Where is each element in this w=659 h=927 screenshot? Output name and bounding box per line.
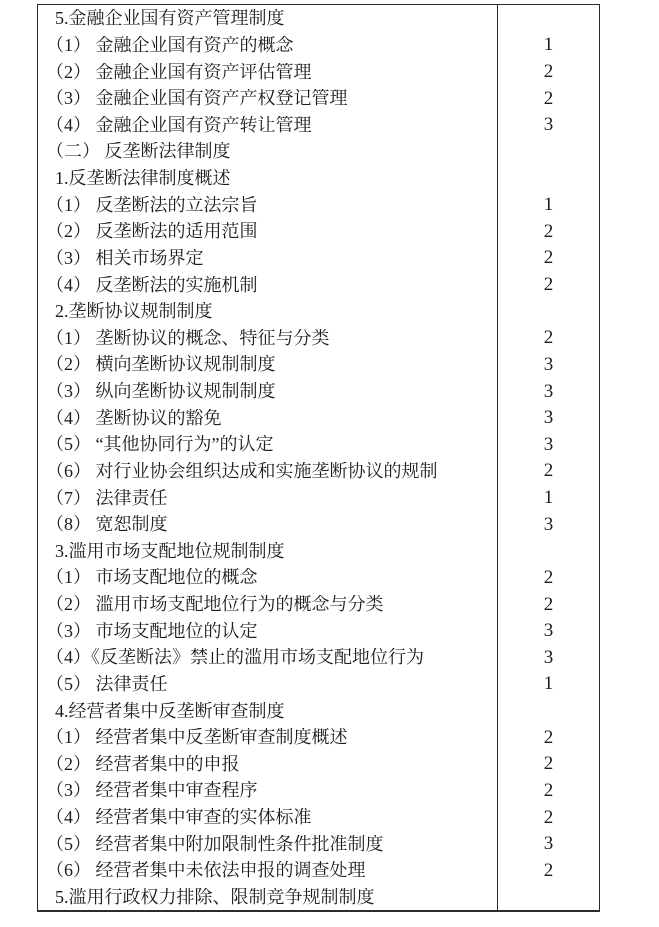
row-topic: （3） 经营者集中审查程序 bbox=[46, 781, 258, 800]
row-level: 2 bbox=[497, 58, 599, 85]
table-row bbox=[38, 298, 599, 325]
row-level: 2 bbox=[497, 245, 599, 272]
row-level: 2 bbox=[497, 751, 599, 778]
row-topic: （4） 垄断协议的豁免 bbox=[46, 408, 222, 427]
table-row bbox=[38, 830, 599, 857]
row-topic: 3.滥用市场支配地位规制制度 bbox=[55, 541, 285, 560]
row-topic: （3） 市场支配地位的认定 bbox=[46, 621, 258, 640]
table-row bbox=[38, 271, 599, 298]
table-row bbox=[38, 325, 599, 352]
table-row bbox=[38, 218, 599, 245]
row-level bbox=[497, 5, 599, 32]
row-topic: （2） 经营者集中的申报 bbox=[46, 754, 240, 773]
row-topic: （3） 纵向垄断协议规制制度 bbox=[46, 382, 276, 401]
table-row bbox=[38, 484, 599, 511]
row-topic: （2） 滥用市场支配地位行为的概念与分类 bbox=[46, 595, 384, 614]
row-level: 3 bbox=[497, 644, 599, 671]
row-topic: （1） 市场支配地位的概念 bbox=[46, 568, 258, 587]
table-row bbox=[38, 191, 599, 218]
row-level bbox=[497, 884, 599, 911]
row-level: 1 bbox=[497, 671, 599, 698]
row-level: 2 bbox=[497, 591, 599, 618]
row-topic: （1） 垄断协议的概念、特征与分类 bbox=[46, 328, 330, 347]
table-row bbox=[38, 404, 599, 431]
table-row bbox=[38, 591, 599, 618]
table-row bbox=[38, 458, 599, 485]
row-level: 3 bbox=[497, 378, 599, 405]
table-row bbox=[38, 112, 599, 139]
table-row bbox=[38, 751, 599, 778]
table-row bbox=[38, 351, 599, 378]
row-level: 2 bbox=[497, 857, 599, 884]
row-level: 2 bbox=[497, 724, 599, 751]
row-topic: 4.经营者集中反垄断审查制度 bbox=[55, 701, 285, 720]
row-topic: （7） 法律责任 bbox=[46, 488, 168, 507]
row-topic: （6） 对行业协会组织达成和实施垄断协议的规制 bbox=[46, 461, 438, 480]
row-level bbox=[497, 298, 599, 325]
row-topic: 2.垄断协议规制制度 bbox=[55, 302, 213, 321]
row-topic: （2） 横向垄断协议规制制度 bbox=[46, 355, 276, 374]
row-topic: （1） 金融企业国有资产的概念 bbox=[46, 35, 294, 54]
row-topic: （5） 法律责任 bbox=[46, 674, 168, 693]
row-topic: 5.滥用行政权力排除、限制竞争规制制度 bbox=[55, 887, 375, 906]
table-row bbox=[38, 804, 599, 831]
row-level bbox=[497, 165, 599, 192]
table-row bbox=[38, 245, 599, 272]
table-row bbox=[38, 378, 599, 405]
row-topic: （2） 反垄断法的适用范围 bbox=[46, 222, 258, 241]
row-level: 2 bbox=[497, 777, 599, 804]
row-level bbox=[497, 538, 599, 565]
table-row bbox=[38, 138, 599, 165]
row-topic: （5） “其他协同行为”的认定 bbox=[46, 435, 274, 454]
row-topic: （4） 经营者集中审查的实体标准 bbox=[46, 808, 312, 827]
table-row bbox=[38, 697, 599, 724]
row-topic: （4） 反垄断法的实施机制 bbox=[46, 275, 258, 294]
row-level: 1 bbox=[497, 484, 599, 511]
table-row bbox=[38, 85, 599, 112]
table-row bbox=[38, 564, 599, 591]
table-row bbox=[38, 884, 599, 911]
table-row bbox=[38, 32, 599, 59]
row-level: 2 bbox=[497, 218, 599, 245]
table-row bbox=[38, 671, 599, 698]
row-topic: （4） 金融企业国有资产转让管理 bbox=[46, 115, 312, 134]
row-topic: （8） 宽恕制度 bbox=[46, 515, 168, 534]
row-topic: （3） 金融企业国有资产产权登记管理 bbox=[46, 89, 348, 108]
row-topic: （5） 经营者集中附加限制性条件批准制度 bbox=[46, 834, 384, 853]
row-level: 2 bbox=[497, 804, 599, 831]
table-row bbox=[38, 165, 599, 192]
table-row bbox=[38, 431, 599, 458]
row-level: 3 bbox=[497, 830, 599, 857]
table-row bbox=[38, 724, 599, 751]
row-level bbox=[497, 138, 599, 165]
table-row bbox=[38, 58, 599, 85]
row-level: 2 bbox=[497, 271, 599, 298]
row-topic: （3） 相关市场界定 bbox=[46, 248, 204, 267]
row-topic: （6） 经营者集中未依法申报的调查处理 bbox=[46, 861, 366, 880]
row-topic: （二） 反垄断法律制度 bbox=[46, 142, 231, 161]
row-level: 2 bbox=[497, 564, 599, 591]
row-level: 3 bbox=[497, 511, 599, 538]
table-row bbox=[38, 617, 599, 644]
table-row bbox=[38, 644, 599, 671]
toc-table bbox=[37, 4, 600, 912]
row-topic: 5.金融企业国有资产管理制度 bbox=[55, 9, 285, 28]
row-topic: （1） 反垄断法的立法宗旨 bbox=[46, 195, 258, 214]
row-level: 3 bbox=[497, 112, 599, 139]
row-level: 3 bbox=[497, 404, 599, 431]
table-row bbox=[38, 857, 599, 884]
row-level: 1 bbox=[497, 32, 599, 59]
row-topic: （2） 金融企业国有资产评估管理 bbox=[46, 62, 312, 81]
table-row bbox=[38, 538, 599, 565]
row-topic: 1.反垄断法律制度概述 bbox=[55, 169, 231, 188]
table-row bbox=[38, 511, 599, 538]
row-level bbox=[497, 697, 599, 724]
row-topic: （1） 经营者集中反垄断审查制度概述 bbox=[46, 728, 348, 747]
row-level: 3 bbox=[497, 617, 599, 644]
table-row bbox=[38, 5, 599, 32]
row-level: 3 bbox=[497, 351, 599, 378]
row-level: 2 bbox=[497, 325, 599, 352]
row-level: 1 bbox=[497, 191, 599, 218]
table-row bbox=[38, 777, 599, 804]
row-level: 3 bbox=[497, 431, 599, 458]
row-topic: （4）《反垄断法》禁止的滥用市场支配地位行为 bbox=[46, 648, 424, 667]
row-level: 2 bbox=[497, 85, 599, 112]
row-level: 2 bbox=[497, 458, 599, 485]
